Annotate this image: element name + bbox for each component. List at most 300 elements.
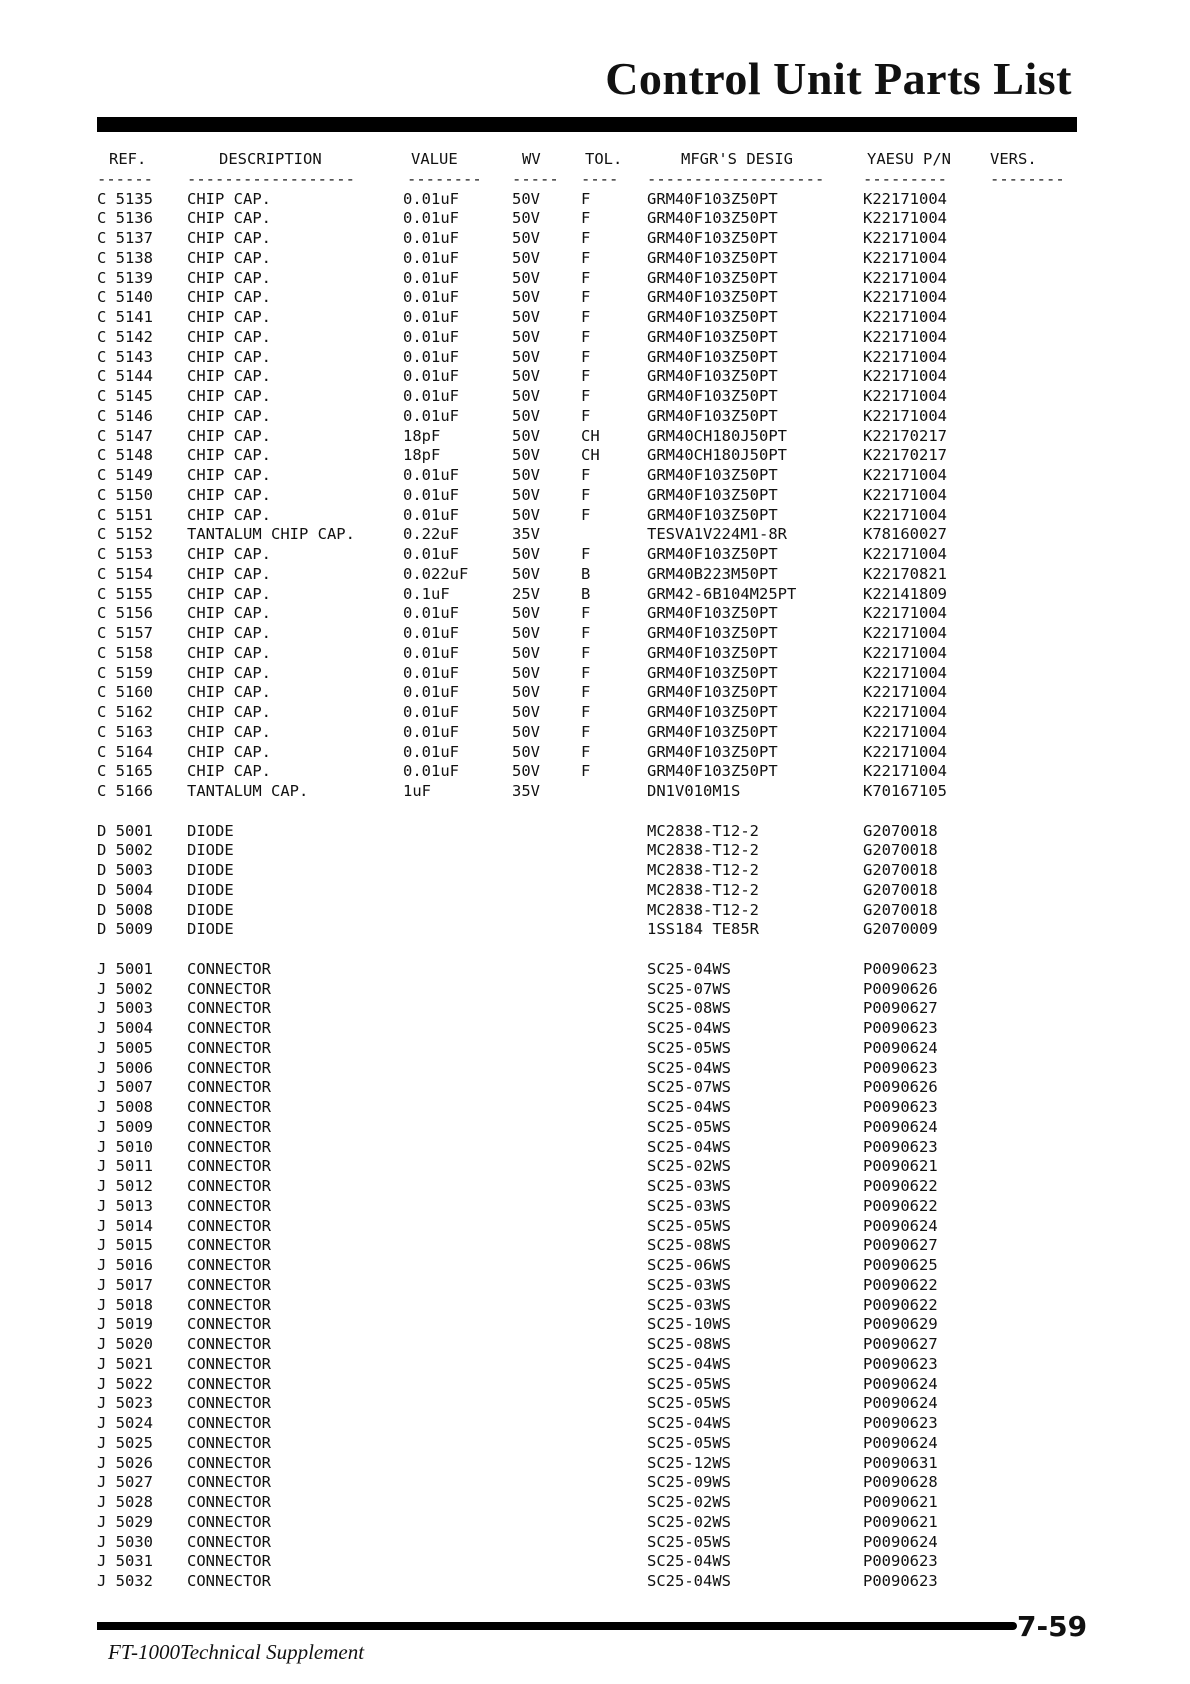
cell-ref: J 5011	[97, 1157, 153, 1176]
cell-tol: B	[581, 564, 591, 583]
cell-ref: C 5139	[97, 268, 153, 287]
cell-wv: 50V	[512, 367, 540, 386]
cell-wv: 50V	[512, 387, 540, 405]
cell-wv: 35V	[512, 782, 540, 800]
table-row	[97, 822, 1087, 842]
cell-mfgr: TESVA1V224M1-8R	[647, 525, 787, 544]
cell-mfgr: GRM40F103Z50PT	[647, 406, 778, 425]
table-row	[97, 1572, 1087, 1592]
cell-yaesu-pn: K78160027	[863, 525, 947, 544]
cell-yaesu-pn: K22171004	[863, 347, 947, 366]
cell-mfgr: GRM40F103Z50PT	[647, 624, 778, 642]
cell-description: CHIP CAP.	[187, 327, 271, 346]
parts-table	[97, 150, 1087, 1592]
cell-ref: J 5023	[97, 1394, 153, 1413]
cell-ref: J 5001	[97, 959, 153, 978]
cell-mfgr: GRM40F103Z50PT	[647, 604, 778, 623]
cell-ref: J 5029	[97, 1512, 153, 1531]
cell-ref: C 5156	[97, 604, 153, 623]
cell-tol: F	[581, 347, 591, 366]
cell-description: CHIP CAP.	[187, 703, 271, 721]
table-row	[97, 604, 1087, 624]
cell-mfgr: SC25-05WS	[647, 1394, 731, 1413]
table-row	[97, 1394, 1087, 1414]
cell-ref: J 5020	[97, 1335, 153, 1353]
table-row	[97, 1335, 1087, 1355]
header-ref: REF.	[109, 150, 147, 168]
table-row	[97, 288, 1087, 308]
cell-description: CONNECTOR	[187, 1572, 271, 1590]
cell-yaesu-pn: P0090625	[863, 1256, 938, 1274]
cell-yaesu-pn: K22171004	[863, 643, 947, 662]
table-row	[97, 683, 1087, 703]
cell-tol: F	[581, 308, 591, 326]
cell-tol: CH	[581, 426, 600, 445]
cell-mfgr: SC25-05WS	[647, 1117, 731, 1136]
table-row	[97, 348, 1087, 368]
page-title: Control Unit Parts List	[605, 53, 1072, 104]
cell-mfgr: SC25-03WS	[647, 1177, 731, 1195]
cell-ref: C 5163	[97, 722, 153, 741]
table-row	[97, 1078, 1087, 1098]
cell-description: CHIP CAP.	[187, 426, 271, 445]
cell-description: DIODE	[187, 880, 234, 899]
table-row	[97, 229, 1087, 249]
cell-ref: C 5162	[97, 703, 153, 721]
cell-description: CHIP CAP.	[187, 288, 271, 307]
cell-ref: J 5031	[97, 1552, 153, 1571]
dash-yaesu-pn: ---------	[863, 169, 947, 188]
cell-mfgr: MC2838-T12-2	[647, 880, 759, 899]
table-row	[97, 1276, 1087, 1296]
page-number: 7-59	[1017, 1610, 1088, 1643]
cell-yaesu-pn: P0090623	[863, 1137, 938, 1156]
cell-mfgr: GRM40F103Z50PT	[647, 762, 778, 781]
cell-mfgr: GRM40F103Z50PT	[647, 229, 778, 247]
cell-tol: F	[581, 327, 591, 346]
cell-value: 0.01uF	[403, 466, 459, 484]
cell-mfgr: SC25-02WS	[647, 1512, 731, 1531]
cell-value: 0.01uF	[403, 229, 459, 247]
cell-mfgr: GRM40F103Z50PT	[647, 327, 778, 346]
cell-yaesu-pn: K22171004	[863, 327, 947, 346]
cell-wv: 50V	[512, 545, 540, 563]
cell-yaesu-pn: G2070018	[863, 880, 938, 899]
cell-mfgr: SC25-03WS	[647, 1275, 731, 1294]
table-row	[97, 1138, 1087, 1158]
cell-yaesu-pn: K22171004	[863, 189, 947, 208]
cell-ref: D 5002	[97, 841, 153, 860]
cell-value: 0.01uF	[403, 505, 459, 524]
cell-mfgr: SC25-10WS	[647, 1315, 731, 1334]
cell-tol: F	[581, 742, 591, 761]
table-row	[97, 1375, 1087, 1395]
cell-yaesu-pn: K22171004	[863, 663, 947, 682]
cell-mfgr: 1SS184 TE85R	[647, 920, 759, 939]
cell-description: DIODE	[187, 920, 234, 939]
cell-yaesu-pn: P0090624	[863, 1216, 938, 1235]
cell-yaesu-pn: P0090624	[863, 1394, 938, 1413]
table-row	[97, 1513, 1087, 1533]
table-row	[97, 1019, 1087, 1039]
cell-yaesu-pn: K22171004	[863, 308, 947, 326]
cell-value: 0.01uF	[403, 485, 459, 504]
cell-mfgr: SC25-08WS	[647, 1236, 731, 1255]
table-row	[97, 1434, 1087, 1454]
cell-tol: B	[581, 584, 591, 603]
cell-description: DIODE	[187, 900, 234, 919]
cell-description: CONNECTOR	[187, 1216, 271, 1235]
cell-description: CONNECTOR	[187, 1078, 271, 1097]
cell-tol: F	[581, 268, 591, 287]
cell-yaesu-pn: P0090626	[863, 1078, 938, 1097]
dash-wv: -----	[512, 169, 559, 188]
cell-ref: J 5008	[97, 1098, 153, 1116]
cell-ref: J 5022	[97, 1374, 153, 1393]
cell-tol: F	[581, 189, 591, 208]
cell-tol: F	[581, 229, 591, 247]
cell-mfgr: GRM40F103Z50PT	[647, 703, 778, 721]
cell-ref: C 5157	[97, 624, 153, 642]
table-row	[97, 446, 1087, 466]
cell-yaesu-pn: P0090623	[863, 1354, 938, 1373]
cell-description: CONNECTOR	[187, 1433, 271, 1452]
table-row	[97, 328, 1087, 348]
cell-description: DIODE	[187, 861, 234, 879]
cell-mfgr: SC25-04WS	[647, 1572, 731, 1590]
cell-ref: J 5017	[97, 1275, 153, 1294]
cell-yaesu-pn: P0090627	[863, 1335, 938, 1353]
cell-description: CHIP CAP.	[187, 643, 271, 662]
table-row	[97, 1098, 1087, 1118]
cell-yaesu-pn: K22170217	[863, 446, 947, 465]
cell-ref: C 5138	[97, 248, 153, 267]
table-row	[97, 881, 1087, 901]
dash-ref: ------	[97, 169, 153, 188]
cell-description: CONNECTOR	[187, 1275, 271, 1294]
dash-tol: ----	[581, 169, 619, 188]
cell-ref: J 5028	[97, 1493, 153, 1511]
cell-value: 0.01uF	[403, 387, 459, 405]
dash-description: ------------------	[187, 169, 355, 188]
cell-mfgr: DN1V010M1S	[647, 782, 741, 800]
cell-ref: J 5013	[97, 1196, 153, 1215]
cell-yaesu-pn: P0090623	[863, 1019, 938, 1037]
table-body	[97, 190, 1087, 1592]
cell-yaesu-pn: P0090627	[863, 999, 938, 1018]
cell-description: CHIP CAP.	[187, 248, 271, 267]
cell-yaesu-pn: P0090623	[863, 1552, 938, 1571]
cell-ref: J 5005	[97, 1038, 153, 1057]
cell-ref: J 5024	[97, 1414, 153, 1432]
cell-description: CONNECTOR	[187, 1374, 271, 1393]
cell-yaesu-pn: K22171004	[863, 229, 947, 247]
cell-ref: C 5135	[97, 189, 153, 208]
cell-yaesu-pn: K22171004	[863, 268, 947, 287]
cell-description: CONNECTOR	[187, 1256, 271, 1274]
cell-ref: C 5166	[97, 782, 153, 800]
cell-ref: C 5155	[97, 584, 153, 603]
cell-description: CHIP CAP.	[187, 505, 271, 524]
header-description: DESCRIPTION	[219, 150, 322, 168]
cell-mfgr: GRM40F103Z50PT	[647, 466, 778, 484]
cell-tol: F	[581, 288, 591, 307]
table-row	[97, 1157, 1087, 1177]
cell-ref: J 5003	[97, 999, 153, 1018]
header-yaesu-pn: YAESU P/N	[867, 150, 951, 168]
cell-yaesu-pn: K22171004	[863, 722, 947, 741]
cell-mfgr: SC25-05WS	[647, 1433, 731, 1452]
cell-mfgr: GRM40F103Z50PT	[647, 308, 778, 326]
cell-value: 18pF	[403, 426, 441, 445]
cell-description: CONNECTOR	[187, 1414, 271, 1432]
cell-wv: 50V	[512, 663, 540, 682]
table-row	[97, 723, 1087, 743]
table-row	[97, 841, 1087, 861]
cell-description: CHIP CAP.	[187, 762, 271, 781]
cell-tol: F	[581, 722, 591, 741]
table-row	[97, 387, 1087, 407]
cell-yaesu-pn: P0090624	[863, 1374, 938, 1393]
cell-mfgr: GRM40F103Z50PT	[647, 387, 778, 405]
table-row	[97, 762, 1087, 782]
cell-yaesu-pn: P0090623	[863, 1572, 938, 1590]
table-row	[97, 1118, 1087, 1138]
cell-wv: 50V	[512, 564, 540, 583]
cell-yaesu-pn: G2070018	[863, 900, 938, 919]
cell-yaesu-pn: K22171004	[863, 762, 947, 781]
cell-ref: J 5027	[97, 1473, 153, 1492]
cell-wv: 50V	[512, 683, 540, 702]
cell-mfgr: SC25-04WS	[647, 959, 731, 978]
cell-description: DIODE	[187, 841, 234, 860]
cell-mfgr: GRM40F103Z50PT	[647, 367, 778, 386]
cell-yaesu-pn: P0090622	[863, 1295, 938, 1314]
cell-ref: C 5150	[97, 485, 153, 504]
cell-tol: F	[581, 387, 591, 405]
cell-description: CHIP CAP.	[187, 564, 271, 583]
table-row	[97, 427, 1087, 447]
table-row	[97, 1296, 1087, 1316]
cell-tol: F	[581, 643, 591, 662]
cell-mfgr: GRM40F103Z50PT	[647, 663, 778, 682]
cell-ref: C 5164	[97, 742, 153, 761]
table-row	[97, 1217, 1087, 1237]
cell-description: CHIP CAP.	[187, 584, 271, 603]
table-row	[97, 525, 1087, 545]
table-row	[97, 1256, 1087, 1276]
cell-ref: C 5151	[97, 505, 153, 524]
cell-yaesu-pn: P0090621	[863, 1157, 938, 1176]
cell-yaesu-pn: K22170821	[863, 564, 947, 583]
cell-description: CONNECTOR	[187, 1019, 271, 1037]
cell-yaesu-pn: K22170217	[863, 426, 947, 445]
table-row	[97, 1355, 1087, 1375]
cell-value: 0.01uF	[403, 189, 459, 208]
cell-tol: F	[581, 703, 591, 721]
table-row	[97, 743, 1087, 763]
cell-yaesu-pn: P0090624	[863, 1433, 938, 1452]
header-wv: WV	[522, 150, 541, 168]
cell-ref: C 5144	[97, 367, 153, 386]
table-row	[97, 703, 1087, 723]
cell-ref: C 5143	[97, 347, 153, 366]
cell-mfgr: MC2838-T12-2	[647, 841, 759, 860]
cell-ref: J 5018	[97, 1295, 153, 1314]
cell-ref: J 5030	[97, 1532, 153, 1551]
cell-ref: J 5025	[97, 1433, 153, 1452]
cell-yaesu-pn: K22171004	[863, 485, 947, 504]
header-mfgr: MFGR'S DESIG	[681, 150, 793, 168]
cell-ref: C 5148	[97, 446, 153, 465]
cell-value: 0.01uF	[403, 308, 459, 326]
cell-value: 0.01uF	[403, 742, 459, 761]
cell-ref: C 5142	[97, 327, 153, 346]
cell-value: 0.01uF	[403, 643, 459, 662]
cell-mfgr: SC25-02WS	[647, 1157, 731, 1176]
header-tol: TOL.	[585, 150, 623, 168]
cell-description: CHIP CAP.	[187, 446, 271, 465]
cell-value: 0.01uF	[403, 288, 459, 307]
table-row	[97, 249, 1087, 269]
table-row	[97, 209, 1087, 229]
cell-tol: F	[581, 663, 591, 682]
cell-value: 0.01uF	[403, 722, 459, 741]
cell-yaesu-pn: P0090628	[863, 1473, 938, 1492]
cell-mfgr: SC25-04WS	[647, 1019, 731, 1037]
cell-ref: C 5160	[97, 683, 153, 702]
cell-ref: J 5012	[97, 1177, 153, 1195]
table-row	[97, 901, 1087, 921]
cell-mfgr: GRM40F103Z50PT	[647, 545, 778, 563]
cell-value: 0.01uF	[403, 367, 459, 386]
cell-mfgr: SC25-04WS	[647, 1058, 731, 1077]
cell-value: 0.01uF	[403, 347, 459, 366]
cell-mfgr: GRM40F103Z50PT	[647, 485, 778, 504]
cell-yaesu-pn: K22171004	[863, 406, 947, 425]
cell-yaesu-pn: G2070009	[863, 920, 938, 939]
cell-description: CHIP CAP.	[187, 229, 271, 247]
group-spacer	[97, 940, 1087, 960]
cell-yaesu-pn: G2070018	[863, 841, 938, 860]
cell-wv: 50V	[512, 209, 540, 228]
table-row	[97, 1059, 1087, 1079]
table-row	[97, 1493, 1087, 1513]
cell-wv: 50V	[512, 327, 540, 346]
cell-wv: 50V	[512, 742, 540, 761]
cell-description: CHIP CAP.	[187, 406, 271, 425]
group-spacer	[97, 802, 1087, 822]
cell-yaesu-pn: P0090624	[863, 1038, 938, 1057]
cell-wv: 50V	[512, 426, 540, 445]
cell-yaesu-pn: P0090621	[863, 1493, 938, 1511]
cell-ref: D 5004	[97, 880, 153, 899]
cell-ref: C 5137	[97, 229, 153, 247]
cell-wv: 50V	[512, 268, 540, 287]
cell-yaesu-pn: K22171004	[863, 703, 947, 721]
cell-tol: F	[581, 604, 591, 623]
cell-ref: C 5136	[97, 209, 153, 228]
table-row	[97, 1236, 1087, 1256]
table-row	[97, 624, 1087, 644]
cell-ref: J 5026	[97, 1453, 153, 1472]
cell-ref: C 5152	[97, 525, 153, 544]
table-row	[97, 466, 1087, 486]
cell-wv: 50V	[512, 762, 540, 781]
cell-yaesu-pn: K22171004	[863, 604, 947, 623]
cell-ref: C 5141	[97, 308, 153, 326]
cell-value: 0.01uF	[403, 762, 459, 781]
cell-description: CONNECTOR	[187, 1335, 271, 1353]
header-dashes	[97, 170, 1087, 190]
cell-description: CHIP CAP.	[187, 485, 271, 504]
cell-wv: 50V	[512, 248, 540, 267]
table-row	[97, 1177, 1087, 1197]
cell-description: CHIP CAP.	[187, 367, 271, 386]
cell-yaesu-pn: P0090629	[863, 1315, 938, 1334]
table-row	[97, 782, 1087, 802]
cell-mfgr: SC25-05WS	[647, 1374, 731, 1393]
cell-wv: 50V	[512, 703, 540, 721]
cell-yaesu-pn: K22171004	[863, 248, 947, 267]
cell-wv: 50V	[512, 722, 540, 741]
table-row	[97, 269, 1087, 289]
cell-ref: J 5015	[97, 1236, 153, 1255]
cell-wv: 50V	[512, 406, 540, 425]
table-row	[97, 920, 1087, 940]
table-row	[97, 980, 1087, 1000]
cell-wv: 50V	[512, 466, 540, 484]
cell-tol: F	[581, 485, 591, 504]
table-row	[97, 1315, 1087, 1335]
table-row	[97, 644, 1087, 664]
cell-ref: J 5006	[97, 1058, 153, 1077]
cell-description: CONNECTOR	[187, 1493, 271, 1511]
cell-yaesu-pn: K70167105	[863, 782, 947, 800]
cell-mfgr: GRM40F103Z50PT	[647, 347, 778, 366]
table-row	[97, 1533, 1087, 1553]
cell-yaesu-pn: K22171004	[863, 367, 947, 386]
cell-mfgr: SC25-06WS	[647, 1256, 731, 1274]
table-row	[97, 486, 1087, 506]
cell-description: CONNECTOR	[187, 1098, 271, 1116]
cell-mfgr: SC25-09WS	[647, 1473, 731, 1492]
cell-value: 0.01uF	[403, 683, 459, 702]
cell-yaesu-pn: P0090631	[863, 1453, 938, 1472]
cell-tol: F	[581, 248, 591, 267]
cell-mfgr: GRM40F103Z50PT	[647, 505, 778, 524]
table-row	[97, 1039, 1087, 1059]
table-row	[97, 308, 1087, 328]
cell-description: CHIP CAP.	[187, 604, 271, 623]
cell-value: 1uF	[403, 782, 431, 800]
table-row	[97, 1454, 1087, 1474]
cell-ref: J 5021	[97, 1354, 153, 1373]
cell-description: CHIP CAP.	[187, 347, 271, 366]
cell-mfgr: SC25-03WS	[647, 1295, 731, 1314]
cell-ref: C 5154	[97, 564, 153, 583]
cell-description: CONNECTOR	[187, 1058, 271, 1077]
cell-tol: F	[581, 762, 591, 781]
table-header	[97, 150, 1087, 170]
cell-description: CHIP CAP.	[187, 189, 271, 208]
cell-description: DIODE	[187, 821, 234, 840]
cell-description: CONNECTOR	[187, 1117, 271, 1136]
cell-ref: D 5008	[97, 900, 153, 919]
cell-ref: J 5010	[97, 1137, 153, 1156]
cell-yaesu-pn: P0090621	[863, 1512, 938, 1531]
cell-ref: C 5153	[97, 545, 153, 563]
